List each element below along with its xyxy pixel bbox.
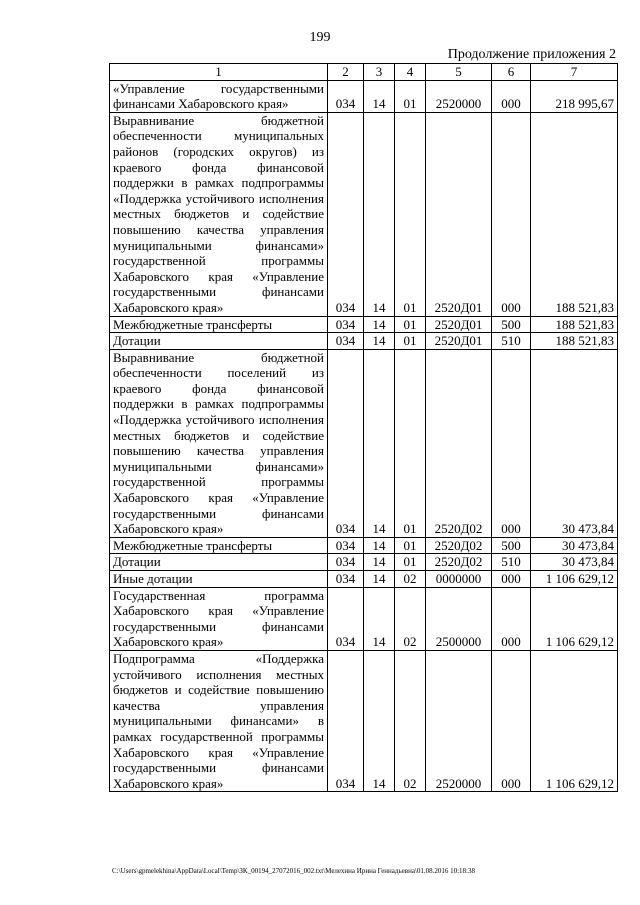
budget-table xyxy=(109,63,618,792)
row-value-cell: 000 xyxy=(492,80,531,112)
row-value-cell: 01 xyxy=(395,537,426,554)
row-name-cell: Межбюджетные трансферты xyxy=(110,316,328,333)
row-value-cell: 14 xyxy=(364,571,395,588)
table-row xyxy=(110,316,618,333)
table-row xyxy=(110,333,618,350)
row-value-cell: 14 xyxy=(364,333,395,350)
row-value-cell: 2520Д01 xyxy=(426,333,492,350)
row-value-cell: 000 xyxy=(492,587,531,650)
row-value-cell: 01 xyxy=(395,80,426,112)
row-name-cell: Дотации xyxy=(110,554,328,571)
continuation-label: Продолжение приложения 2 xyxy=(447,47,616,62)
row-value-cell: 02 xyxy=(395,587,426,650)
header-cell: 5 xyxy=(426,64,492,81)
row-value-cell: 034 xyxy=(328,316,364,333)
page-number: 199 xyxy=(309,30,331,45)
row-value-cell: 034 xyxy=(328,112,364,316)
table-row xyxy=(110,349,618,537)
row-name-cell: Выравнивание бюджетной обеспеченности поселений из краевого фонда финансовой поддержки в рамках подпрограммы «Поддержка устойчивого исполнения местных бюджетов и содействие повышению качества управления муниципальными финансами» государственной программы Хабаровского края «Управление государственными финансами Хабаровского края» xyxy=(110,349,328,537)
row-value-cell: 30 473,84 xyxy=(531,537,618,554)
header-cell: 7 xyxy=(531,64,618,81)
header-cell: 4 xyxy=(395,64,426,81)
row-value-cell: 14 xyxy=(364,587,395,650)
row-value-cell: 000 xyxy=(492,112,531,316)
row-value-cell: 01 xyxy=(395,554,426,571)
row-name-cell: «Управление государственными финансами Хабаровского края» xyxy=(110,80,328,112)
row-value-cell: 14 xyxy=(364,316,395,333)
row-value-cell: 034 xyxy=(328,333,364,350)
row-value-cell: 034 xyxy=(328,571,364,588)
row-value-cell: 2520Д02 xyxy=(426,554,492,571)
row-value-cell: 14 xyxy=(364,650,395,791)
table-body xyxy=(110,64,618,792)
row-value-cell: 1 106 629,12 xyxy=(531,571,618,588)
row-name-cell: Межбюджетные трансферты xyxy=(110,537,328,554)
table-row xyxy=(110,80,618,112)
row-value-cell: 000 xyxy=(492,349,531,537)
table-row xyxy=(110,537,618,554)
table-row xyxy=(110,571,618,588)
row-value-cell: 500 xyxy=(492,316,531,333)
row-value-cell: 14 xyxy=(364,80,395,112)
row-value-cell: 034 xyxy=(328,537,364,554)
header-cell: 3 xyxy=(364,64,395,81)
row-value-cell: 034 xyxy=(328,650,364,791)
row-value-cell: 2520Д02 xyxy=(426,537,492,554)
row-value-cell: 2520000 xyxy=(426,80,492,112)
row-name-cell: Подпрограмма «Поддержка устойчивого исполнения местных бюджетов и содействие повышению качества управления муниципальными финансами» в рамках государственной программы Хабаровского края «Управление государственными финансами Хабаровского края» xyxy=(110,650,328,791)
table-row xyxy=(110,587,618,650)
row-name-cell: Выравнивание бюджетной обеспеченности муниципальных районов (городских округов) из краевого фонда финансовой поддержки в рамках подпрограммы «Поддержка устойчивого исполнения местных бюджетов и содействие повышению качества управления муниципальными финансами» государственной программы Хабаровского края «Управление государственными финансами Хабаровского края» xyxy=(110,112,328,316)
row-value-cell: 1 106 629,12 xyxy=(531,650,618,791)
footer-file-path: C:\Users\gpmelekhina\AppData\Local\Temp\ЗК_00194_27072016_002.txt\Мелехина Ирина Геннадьевна\01.08.2016 10:18:38 xyxy=(112,867,476,875)
row-value-cell: 188 521,83 xyxy=(531,333,618,350)
row-value-cell: 2520Д01 xyxy=(426,316,492,333)
row-value-cell: 000 xyxy=(492,650,531,791)
row-value-cell: 2520Д02 xyxy=(426,349,492,537)
row-name-cell: Государственная программа Хабаровского края «Управление государственными финансами Хабаровского края» xyxy=(110,587,328,650)
header-cell: 6 xyxy=(492,64,531,81)
row-value-cell: 02 xyxy=(395,650,426,791)
row-value-cell: 01 xyxy=(395,112,426,316)
row-value-cell: 188 521,83 xyxy=(531,112,618,316)
row-value-cell: 14 xyxy=(364,537,395,554)
row-value-cell: 000 xyxy=(492,571,531,588)
row-value-cell: 500 xyxy=(492,537,531,554)
table-row xyxy=(110,650,618,791)
row-value-cell: 14 xyxy=(364,112,395,316)
row-value-cell: 2500000 xyxy=(426,587,492,650)
row-value-cell: 14 xyxy=(364,554,395,571)
row-value-cell: 510 xyxy=(492,333,531,350)
row-value-cell: 034 xyxy=(328,80,364,112)
row-value-cell: 1 106 629,12 xyxy=(531,587,618,650)
row-name-cell: Иные дотации xyxy=(110,571,328,588)
row-value-cell: 034 xyxy=(328,349,364,537)
row-value-cell: 30 473,84 xyxy=(531,349,618,537)
row-name-cell: Дотации xyxy=(110,333,328,350)
row-value-cell: 01 xyxy=(395,333,426,350)
row-value-cell: 0000000 xyxy=(426,571,492,588)
row-value-cell: 188 521,83 xyxy=(531,316,618,333)
table-header-row xyxy=(110,64,618,81)
row-value-cell: 2520Д01 xyxy=(426,112,492,316)
row-value-cell: 218 995,67 xyxy=(531,80,618,112)
table-row xyxy=(110,554,618,571)
row-value-cell: 510 xyxy=(492,554,531,571)
row-value-cell: 034 xyxy=(328,587,364,650)
row-value-cell: 02 xyxy=(395,571,426,588)
row-value-cell: 01 xyxy=(395,349,426,537)
row-value-cell: 14 xyxy=(364,349,395,537)
header-cell: 2 xyxy=(328,64,364,81)
row-value-cell: 2520000 xyxy=(426,650,492,791)
row-value-cell: 034 xyxy=(328,554,364,571)
row-value-cell: 01 xyxy=(395,316,426,333)
header-cell: 1 xyxy=(110,64,328,81)
table-row xyxy=(110,112,618,316)
row-value-cell: 30 473,84 xyxy=(531,554,618,571)
